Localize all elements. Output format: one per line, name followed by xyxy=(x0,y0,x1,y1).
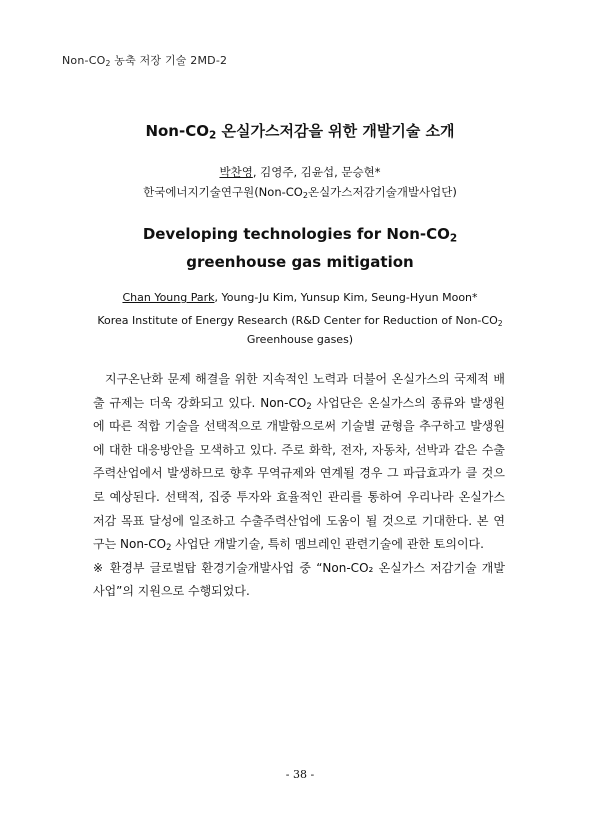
english-title-text-tail: greenhouse gas mitigation xyxy=(186,253,414,271)
abstract-text-3: 사업단 개발기술, 특히 멤브레인 관련기술에 관한 토의이다. xyxy=(171,537,484,552)
english-title-text: Developing technologies for Non-CO xyxy=(142,225,450,243)
english-presenter: Chan Young Park xyxy=(122,291,215,304)
running-header-text-tail: 농축 저장 기술 2MD-2 xyxy=(110,54,228,67)
korean-authors xyxy=(0,164,600,180)
english-title-subscript: 2 xyxy=(449,232,458,245)
korean-title-text: Non-CO xyxy=(145,122,209,140)
korean-presenter: 박찬영 xyxy=(219,165,253,179)
running-header xyxy=(62,52,227,68)
english-affiliation-text-tail: Greenhouse gases) xyxy=(246,333,354,346)
english-authors xyxy=(60,291,540,304)
abstract-subscript-2: 2 xyxy=(166,542,172,553)
funding-note: ※ 환경부 글로벌탑 환경기술개발사업 중 “Non-CO₂ 온실가스 저감기술 개발 사업”의 지원으로 수행되었다. xyxy=(93,560,505,599)
running-header-subscript: 2 xyxy=(105,58,111,68)
abstract-paragraph xyxy=(93,368,505,557)
english-coauthors: , Young-Ju Kim, Yunsup Kim, Seung-Hyun Moon* xyxy=(214,291,478,304)
korean-affiliation-text-tail: 온실가스저감기술개발사업단) xyxy=(307,185,457,199)
korean-coauthors: , 김영주, 김윤섭, 문승현* xyxy=(252,165,381,179)
page-number: - 38 - xyxy=(285,768,315,781)
english-affiliation-subscript: 2 xyxy=(497,318,503,328)
korean-affiliation xyxy=(0,184,600,200)
running-header-text: Non-CO xyxy=(62,54,106,67)
abstract-subscript-1: 2 xyxy=(306,400,312,411)
abstract-text-1: 지구온난화 문제 해결을 위한 지속적인 노력과 더불어 온실가스의 국제적 배출 규제는 더욱 강화되고 있다. Non-CO xyxy=(93,372,505,410)
korean-affiliation-subscript: 2 xyxy=(302,191,308,200)
english-affiliation xyxy=(84,311,516,349)
english-title xyxy=(100,220,500,276)
abstract xyxy=(93,368,505,604)
korean-title-text-tail: 온실가스저감을 위한 개발기술 소개 xyxy=(216,122,455,140)
korean-title xyxy=(0,120,600,141)
korean-affiliation-text: 한국에너지기술연구원(Non-CO xyxy=(143,185,303,199)
korean-title-subscript: 2 xyxy=(208,129,217,142)
abstract-text-2: 사업단은 온실가스의 종류와 발생원에 따른 적합 기술을 선택적으로 개발함으로써 기술별 균형을 추구하고 발생원에 대한 대응방안을 모색하고 있다. 주로 화학, 전자, 자동차, 선박과 같은 수출주력산업에서 발생하므로 향후 무역규제와 연계될 경우 그 파급효과가 클 것으로 예상된다. 선택적, 집중 투자와 효율적인 관리를 통하여 우리나라 온실가스저감 목표 달성에 일조하고 수출주력산업에 도움이 될 것으로 기대한다. 본 연구는 Non-CO xyxy=(93,395,506,552)
english-affiliation-text: Korea Institute of Energy Research (R&D Center for Reduction of Non-CO xyxy=(97,314,498,327)
